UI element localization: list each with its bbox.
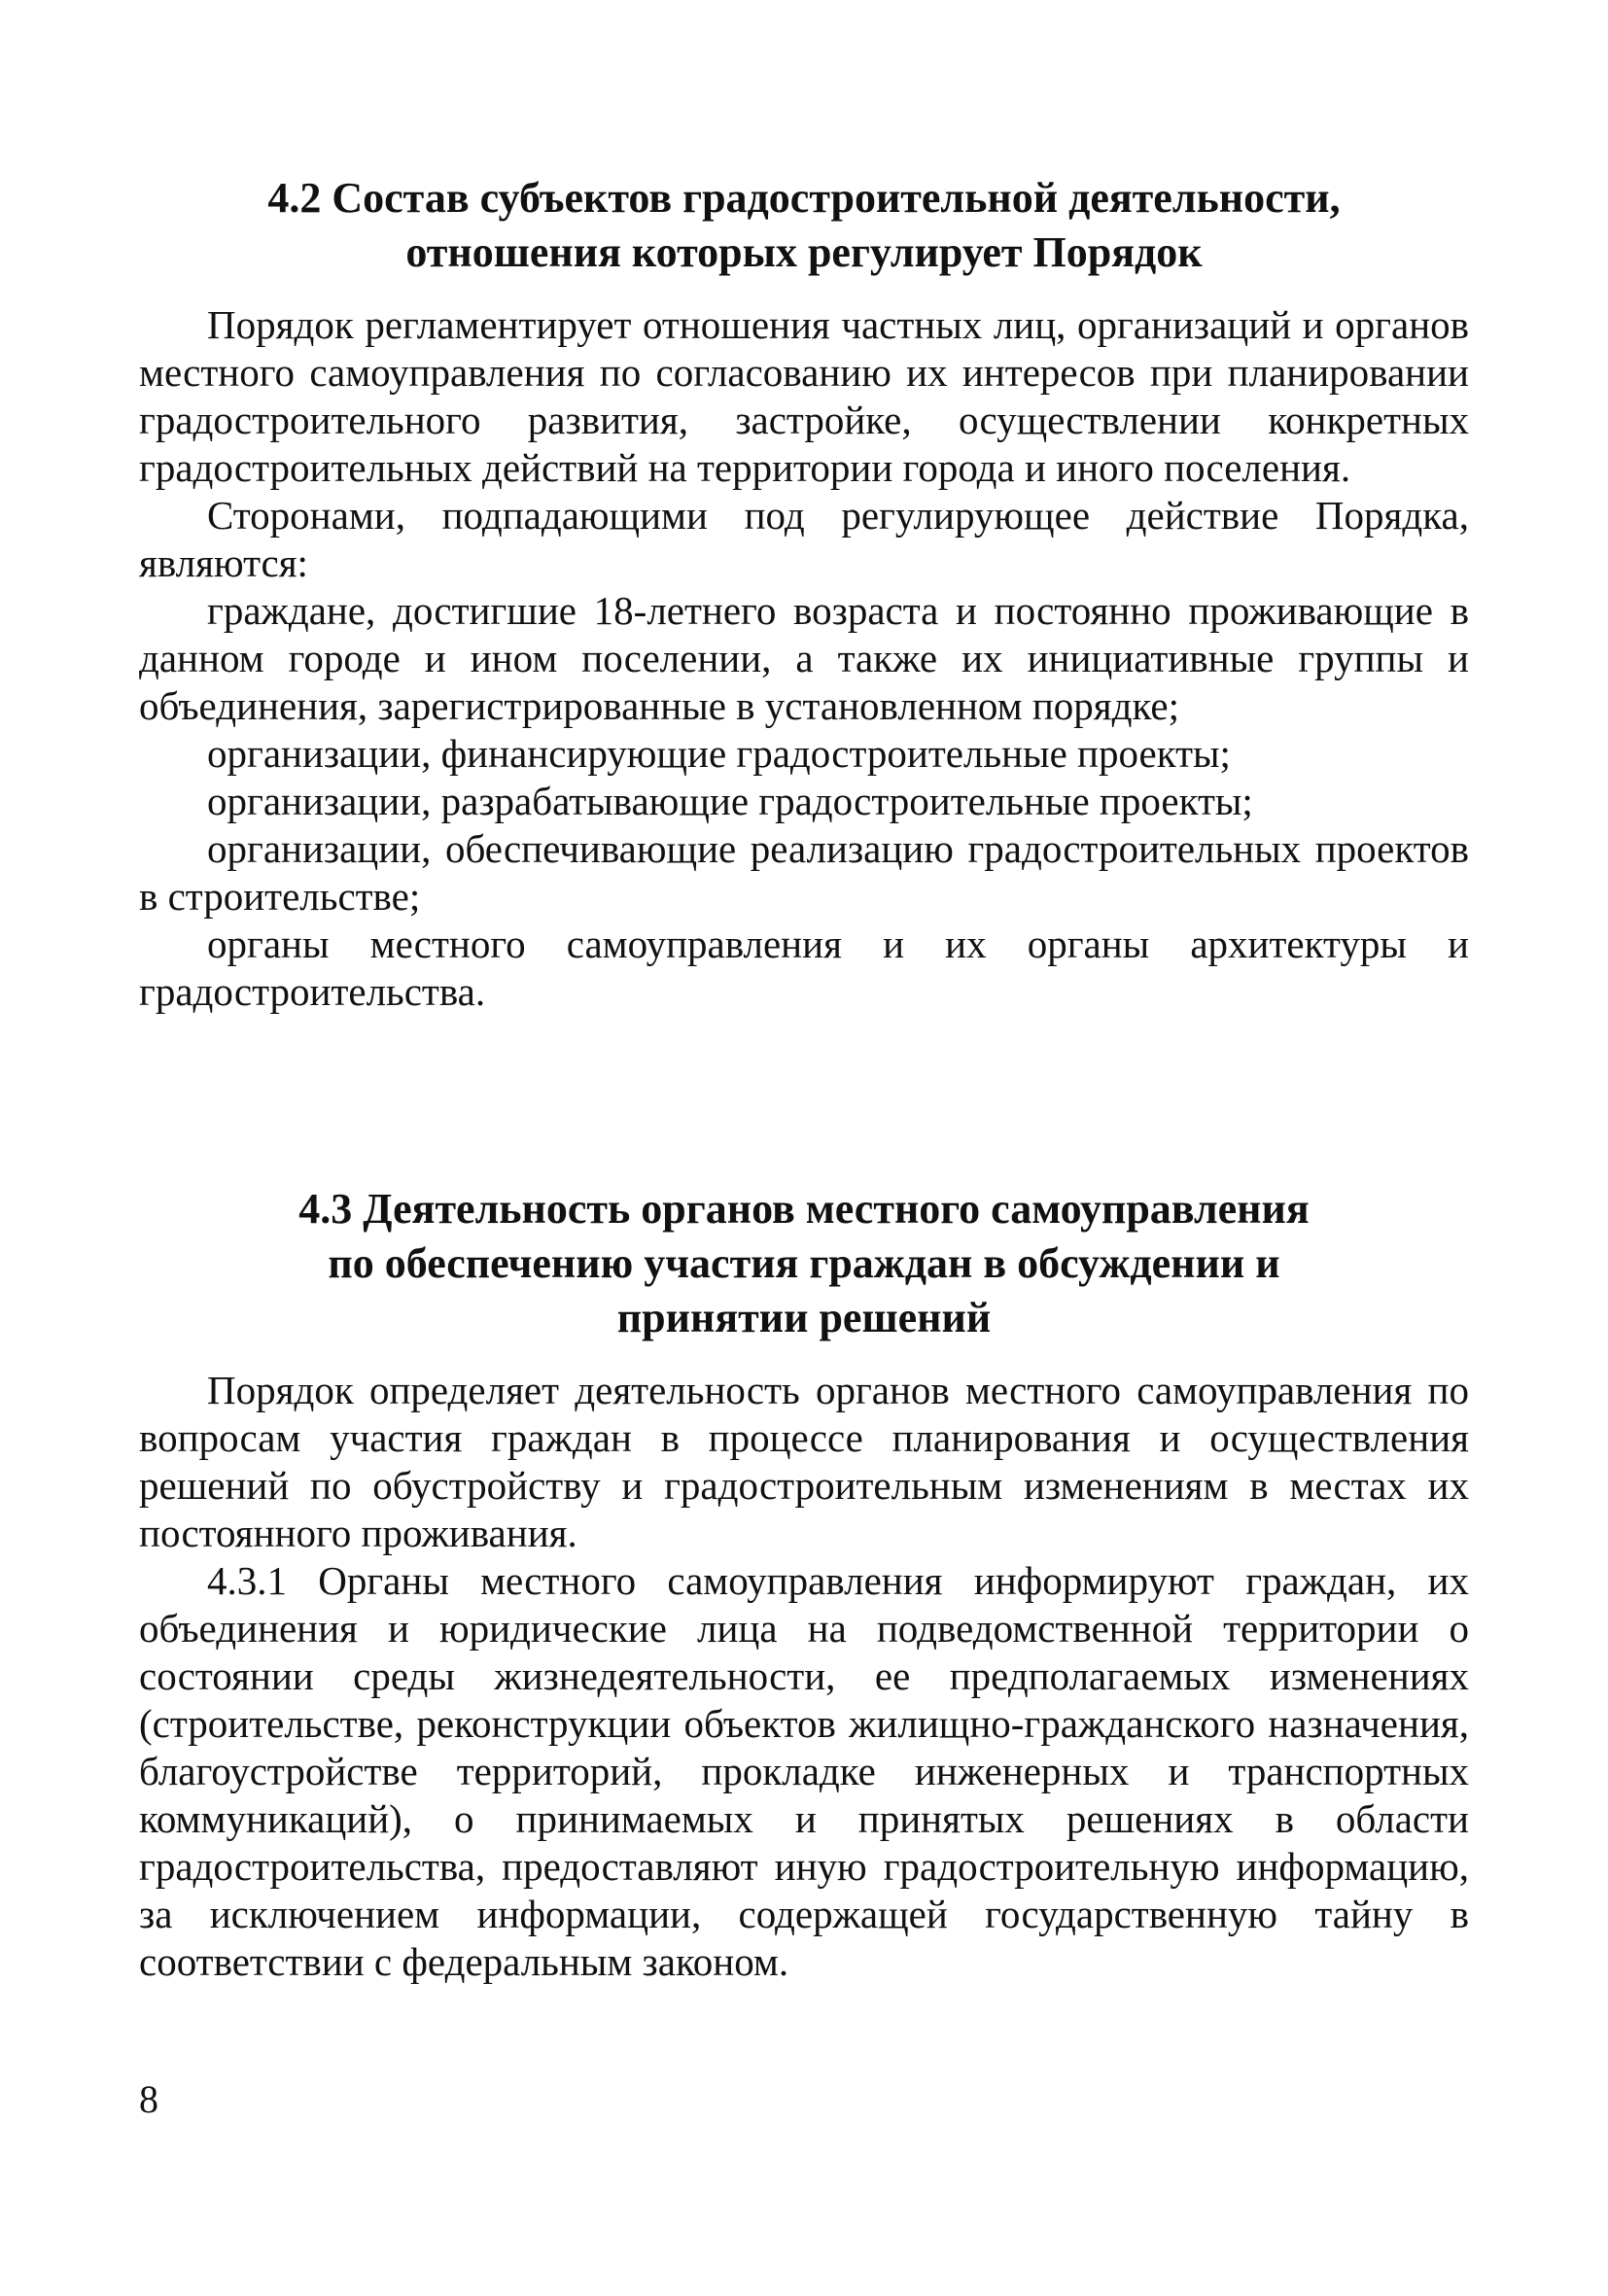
paragraph: Порядок определяет деятельность органов местного самоуправления по вопросам участия граждан в процессе планирования и осуществления решений по обустройству и градостроительным изменениям в местах их постоянного проживания. <box>139 1368 1469 1555</box>
list-item: органы местного самоуправления и их органы архитектуры и градостроительства. <box>139 922 1469 1014</box>
section-4-2-heading <box>139 171 1469 280</box>
heading-line: отношения которых регулирует Порядок <box>405 228 1203 276</box>
page-number: 8 <box>139 2077 158 2121</box>
section-4-3-heading <box>139 1182 1469 1345</box>
heading-line: принятии решений <box>616 1294 992 1341</box>
paragraph: 4.3.1 Органы местного самоуправления информируют граждан, их объединения и юридические лица на подведомственной территории о состоянии среды жизнедеятельности, ее предполагаемых изменениях (строительстве, реконструкции объектов жилищно-гражданского назначения, благоустройстве территорий, прокладке инженерных и транспортных коммуникаций), о принимаемых и принятых решениях в области градостроительства, предоставляют иную градостроительную информацию, за исключением информации, содержащей государственную тайну в соответствии с федеральным законом. <box>139 1558 1469 1984</box>
heading-line: 4.3 Деятельность органов местного самоуправления <box>298 1185 1310 1233</box>
list-item: организации, финансирующие градостроительные проекты; <box>207 731 1231 776</box>
paragraph: Порядок регламентирует отношения частных лиц, организаций и органов местного самоуправления по согласованию их интересов при планировании градостроительного развития, застройке, осуществлении конкретных градостроительных действий на территории города и иного поселения. <box>139 302 1469 490</box>
paragraph: Сторонами, подпадающими под регулирующее действие Порядка, являются: <box>139 493 1469 585</box>
heading-line: по обеспечению участия граждан в обсуждении и <box>328 1239 1280 1287</box>
heading-line: 4.2 Состав субъектов градостроительной деятельности, <box>267 174 1341 222</box>
list-item: граждане, достигшие 18-летнего возраста и постоянно проживающие в данном городе и ином поселении, а также их инициативные группы и объединения, зарегистрированные в установленном порядке; <box>139 588 1469 728</box>
section-4-2 <box>139 171 1469 1016</box>
section-4-3 <box>139 1182 1469 1986</box>
list-item: организации, обеспечивающие реализацию градостроительных проектов в строительстве; <box>139 826 1469 919</box>
list-item: организации, разрабатывающие градостроительные проекты; <box>207 779 1253 823</box>
